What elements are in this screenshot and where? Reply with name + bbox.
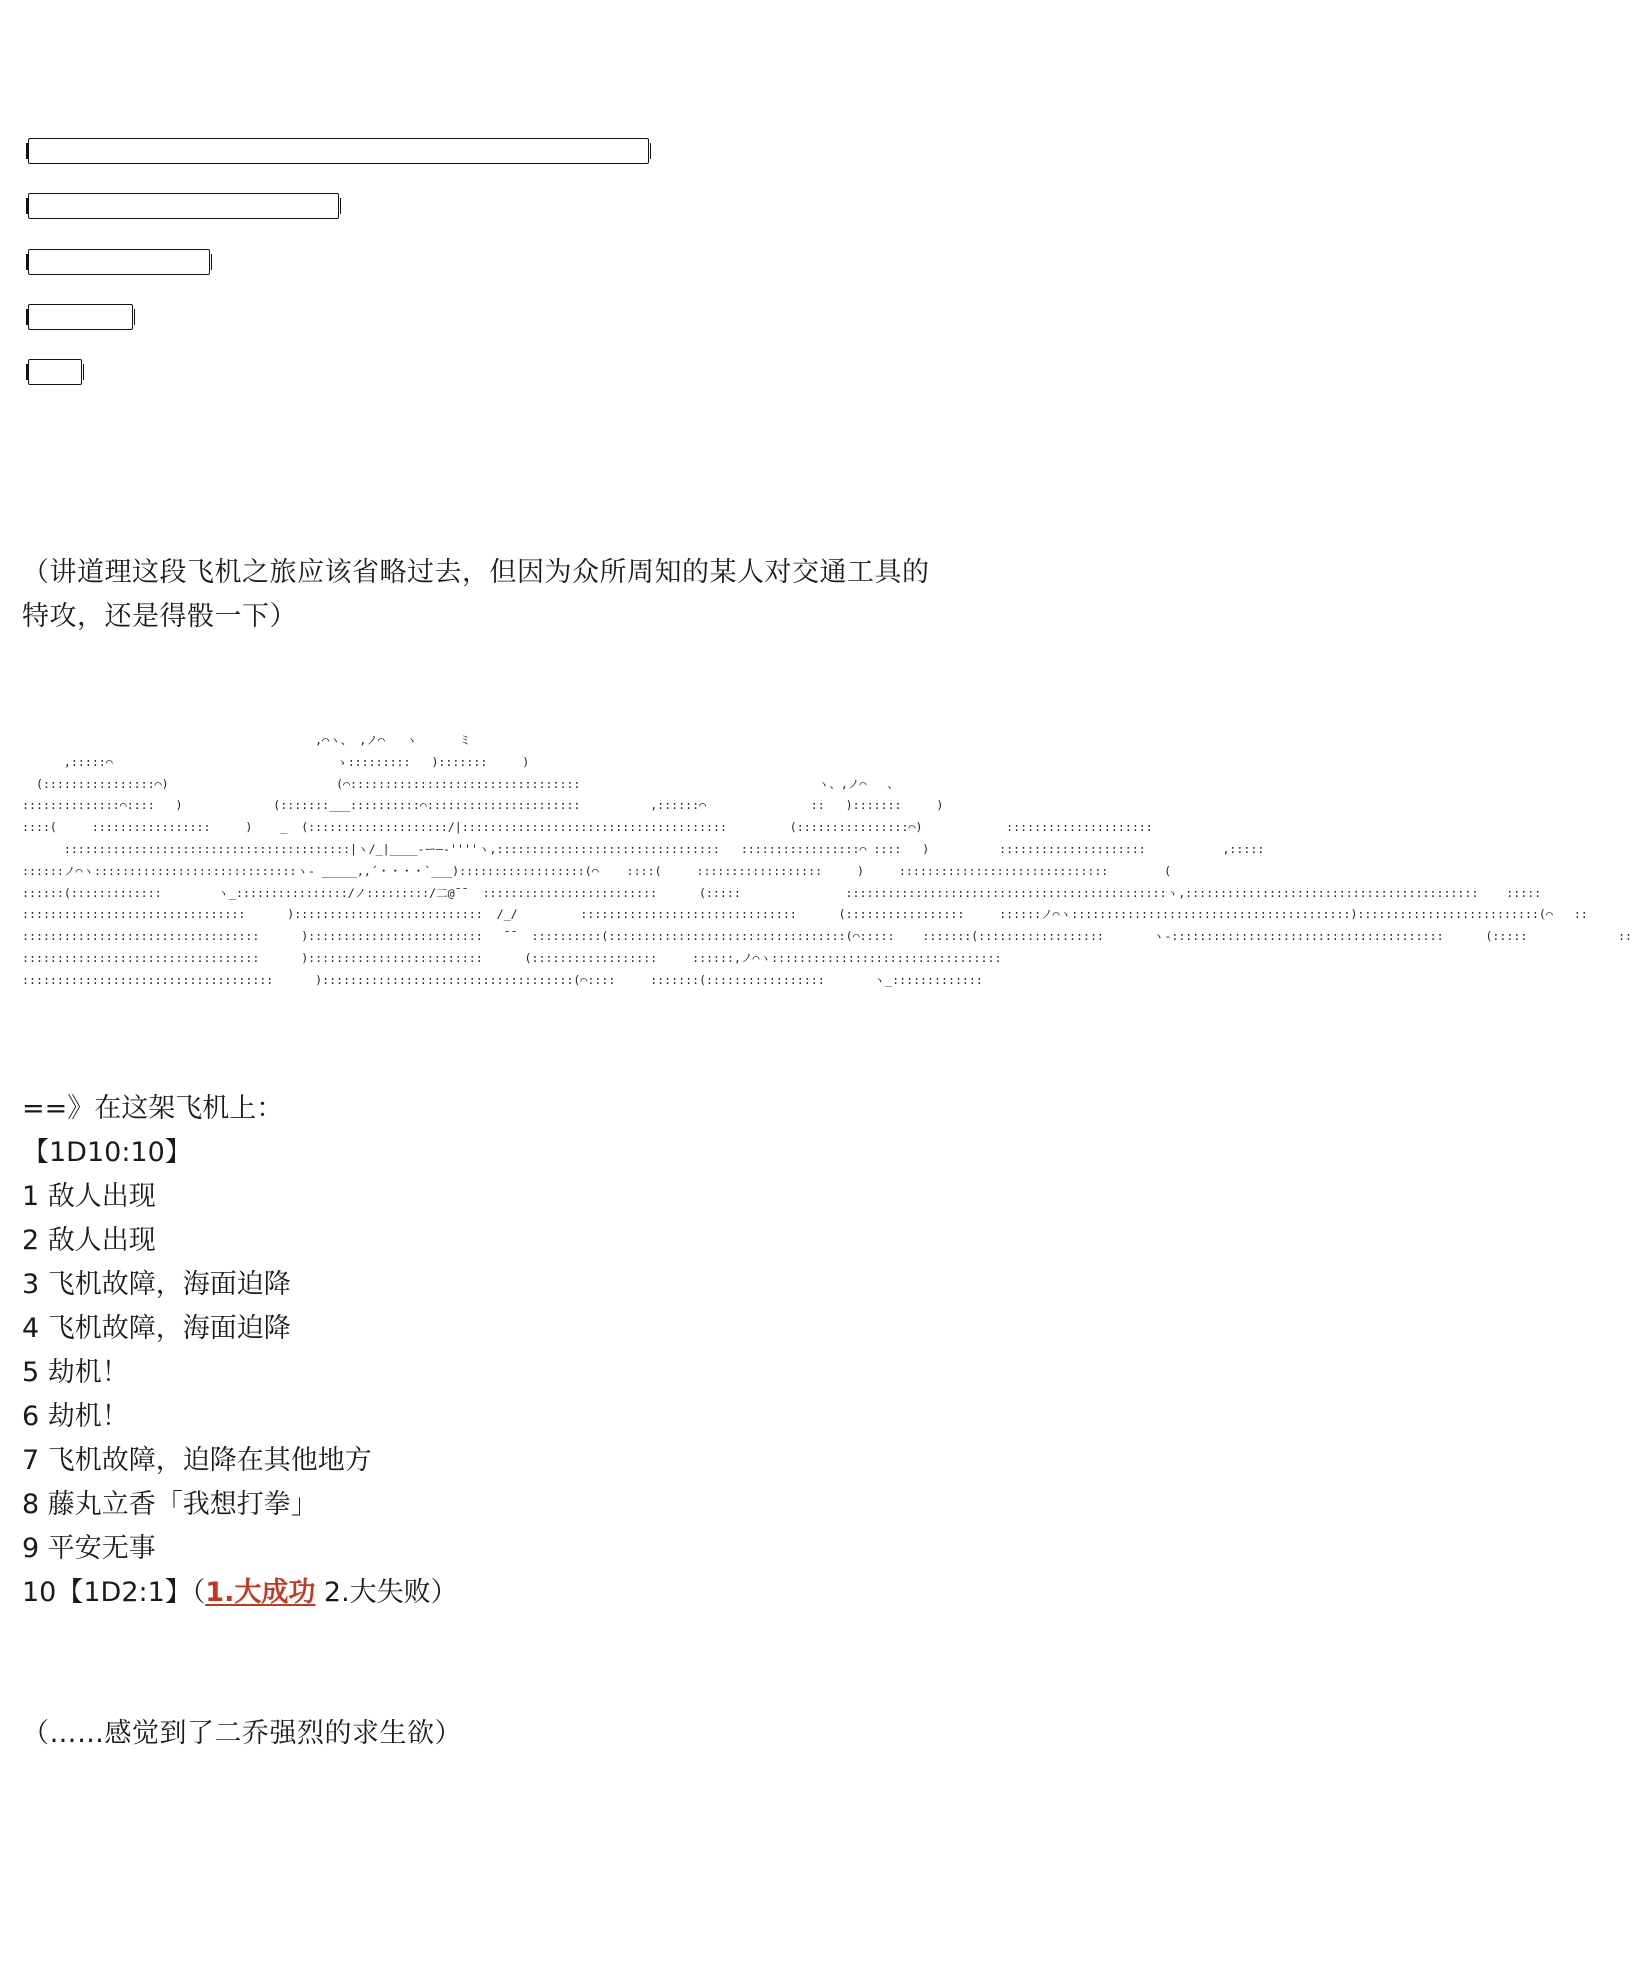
dice-option-3: 3 飞机故障，海面迫降: [22, 1269, 291, 1300]
dice-option-4: 4 飞机故障，海面迫降: [22, 1313, 291, 1344]
redacted-bar-2: [28, 193, 339, 219]
dice-option-1: 1 敌人出现: [22, 1181, 156, 1212]
author-comment-line-1: （讲道理这段飞机之旅应该省略过去，但因为众所周知的某人对交通工具的: [22, 557, 930, 588]
redacted-bar-5: [28, 359, 82, 385]
closing-comment: （……感觉到了二乔强烈的求生欲）: [22, 1718, 462, 1749]
dice-option-2: 2 敌人出现: [22, 1225, 156, 1256]
redacted-bar-4: [28, 304, 133, 330]
dice-option-6: 6 劫机！: [22, 1401, 129, 1432]
success-result-highlight: 1.大成功: [205, 1577, 316, 1608]
dice-roll-list: [22, 1087, 1022, 1615]
ascii-art-airplane: ,⌒ヽ、 ,ノ⌒ ヽ ミ ,:::::⌒ ゝ::::::::: )::::::: ) (::::::::::::::::⌒) (⌒::::::::::::::::::::::::::::::::: ヽ、,ノ⌒ 、 ::::::::::::::⌒:::: ) (:::::::___::::::::::⌒:::::::::::::::::::::: ,::::::⌒ :: )::::::: ) ::::( ::::::::::::::::: ) _ (::::::::::::::::::::/|:::::::::::::::::::::::::::::::::::::: (::::::::::::::::⌒) ::::::::::::::::::::: :::::::::::::::::::::::::::::::::::::::::|ヽ/_|____-ー―‐''''ヽ,:::::::::::::::::::::::::::::::: :::::::::::::::::⌒ :::: ) ::::::::::::::::::::: ,::::: ::::::ノ⌒ヽ:::::::::::::::::::::::::::::ヽ- _____,,´・・・・`___)::::::::::::::::::(⌒ ::::( :::::::::::::::::: ) :::::::::::::::::::::::::::::: ( ::::::(::::::::::::: ヽ_::::::::::::::::/ノ:::::::::/二@¯¯ ::::::::::::::::::::::::: (::::: ::::::::::::::::::::::::::::::::::::::::::::::ヽ,:::::::::::::::::::::::::::::::::::::::::: ::::: :::::::::::::::::::::::::::::::: )::::::::::::::::::::::::::: /_/ ::::::::::::::::::::::::::::::: (::::::::::::::::: ::::::ノ⌒ヽ::::::::::::::::::::::::::::::::::::::::)::::::::::::::::::::::::::(⌒ :: :::::::::::::::::::::::::::::::::: )::::::::::::::::::::::::: ¯¯ ::::::::::(::::::::::::::::::::::::::::::::::(⌒::::: :::::::(:::::::::::::::::: ヽ-::::::::::::::::::::::::::::::::::::::: (::::: :: :::::::::::::::::::::::::::::::::: )::::::::::::::::::::::::: (:::::::::::::::::: ::::::,ノ⌒ヽ::::::::::::::::::::::::::::::::: :::::::::::::::::::::::::::::::::::: )::::::::::::::::::::::::::::::::::::(⌒:::: :::::::(::::::::::::::::: ヽ_:::::::::::::: [22, 733, 1632, 987]
dice-option-10-prefix: 10【1D2:1】（: [22, 1577, 206, 1608]
author-comment: [22, 551, 1022, 639]
redacted-bar-1: [28, 138, 649, 164]
dice-option-10-rest: 2.大失败）: [315, 1577, 458, 1608]
dice-header: ==》在这架飞机上：: [22, 1093, 284, 1124]
dice-option-9: 9 平安无事: [22, 1533, 156, 1564]
dice-option-8: 8 藤丸立香「我想打拳」: [22, 1489, 318, 1520]
dice-option-5: 5 劫机！: [22, 1357, 129, 1388]
dice-option-7: 7 飞机故障，迫降在其他地方: [22, 1445, 372, 1476]
dice-option-10: [22, 1571, 1022, 1615]
redacted-bar-3: [28, 249, 210, 275]
dice-roll-result: 【1D10:10】: [22, 1137, 192, 1168]
author-comment-line-2: 特攻，还是得骰一下）: [22, 601, 297, 632]
